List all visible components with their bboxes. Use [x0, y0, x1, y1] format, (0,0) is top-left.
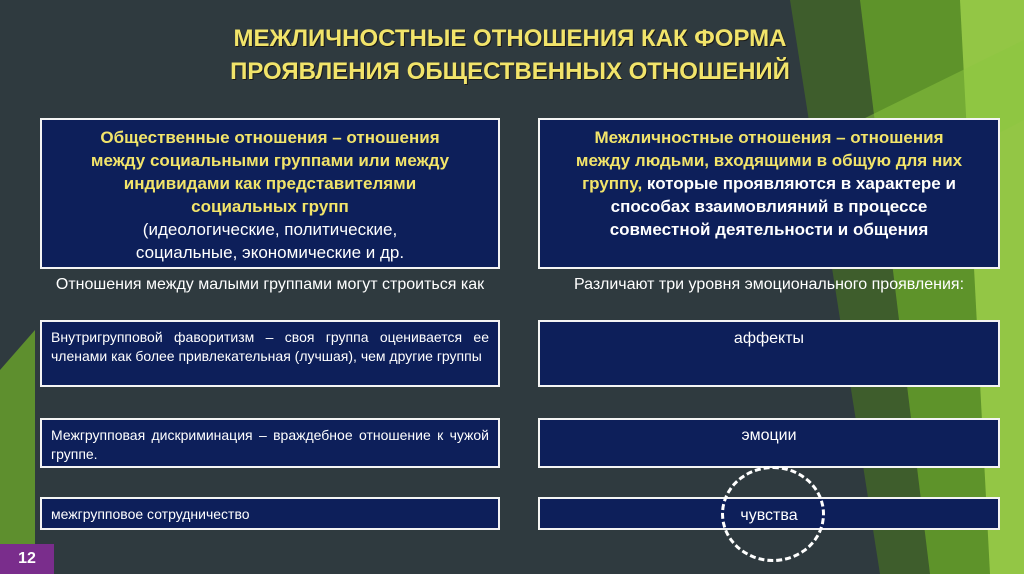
- interpersonal-definition-line-4: способах взаимовлияний в процессе: [610, 197, 928, 216]
- page-number-badge: 12: [0, 544, 54, 574]
- interpersonal-definition-line-3-rest: которые проявляются в характере и: [642, 174, 956, 193]
- interpersonal-definition-line-3-highlight: группу,: [582, 174, 643, 193]
- interpersonal-definition-line-5: совместной деятельности и общения: [609, 220, 929, 239]
- social-definition-line-4: социальных групп: [191, 197, 349, 216]
- intergroup-cooperation-box: межгрупповое сотрудничество: [40, 497, 500, 530]
- small-groups-caption: Отношения между малыми группами могут строиться как: [55, 276, 485, 293]
- emotional-levels-caption: Различают три уровня эмоционального проявления:: [573, 276, 965, 293]
- interpersonal-definition-line-3: [540, 172, 998, 195]
- interpersonal-definition-line-1: Межличностные отношения – отношения: [594, 128, 944, 147]
- green-left-shape: [0, 330, 35, 574]
- ingroup-favoritism-box: Внутригрупповой фаворитизм – своя группа оценивается ее членами как более привлекательная (лучшая), чем другие группы: [40, 320, 500, 387]
- social-definition-line-3: индивидами как представителями: [123, 174, 417, 193]
- social-definition-line-1: Общественные отношения – отношения: [100, 128, 440, 147]
- level-emotions-box: эмоции: [538, 418, 1000, 468]
- dashed-circle-highlight: [721, 466, 825, 562]
- title-line-1: МЕЖЛИЧНОСТНЫЕ ОТНОШЕНИЯ КАК ФОРМА: [233, 25, 787, 52]
- level-affects-box: аффекты: [538, 320, 1000, 387]
- intergroup-discrimination-box: Межгрупповая дискриминация – враждебное отношение к чужой группе.: [40, 418, 500, 468]
- title-line-2: ПРОЯВЛЕНИЯ ОБЩЕСТВЕННЫХ ОТНОШЕНИЙ: [230, 58, 790, 85]
- social-relations-definition-box: [40, 118, 500, 269]
- social-types-line-1: (идеологические, политические,: [142, 220, 398, 239]
- slide-title: [160, 22, 860, 88]
- level-feelings-box: чувства: [538, 497, 1000, 530]
- interpersonal-relations-definition-box: [538, 118, 1000, 269]
- social-types-line-2: социальные, экономические и др.: [135, 243, 405, 262]
- interpersonal-definition-line-2: между людьми, входящими в общую для них: [575, 151, 963, 170]
- social-definition-line-2: между социальными группами или между: [90, 151, 450, 170]
